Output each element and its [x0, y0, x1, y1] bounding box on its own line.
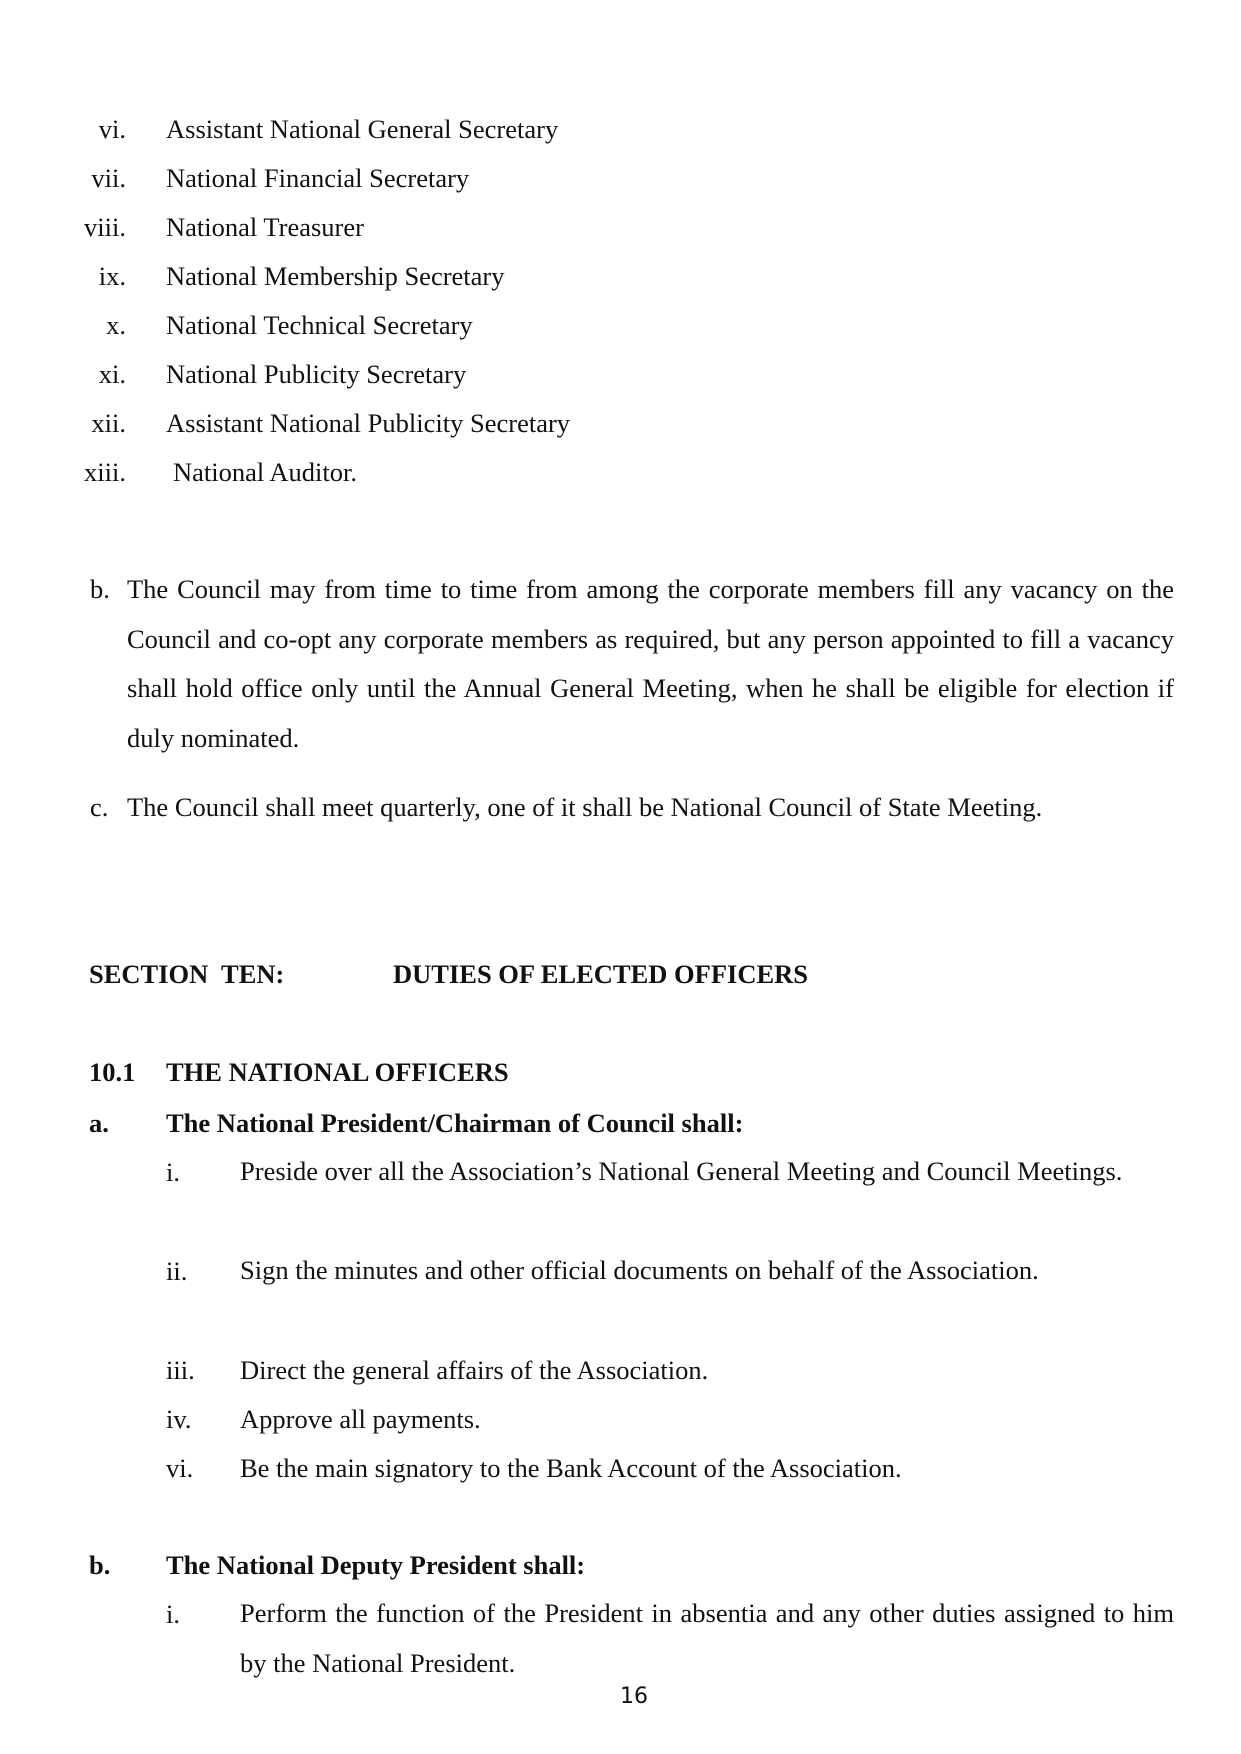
list-item: National Treasurer [166, 212, 364, 242]
list-numeral: viii. [84, 212, 126, 242]
clause-text: The Council may from time to time from among the corporate members fill any vacancy on the Council and co-opt any corporate members as required, but any person appointed to fill a vacancy shall hold office only until the Annual General Meeting, when he shall be eligible for election if duly nominated. [127, 574, 1174, 753]
clause-text: The Council shall meet quarterly, one of it shall be National Council of State Meeting. [127, 792, 1043, 822]
list-numeral: vii. [91, 163, 126, 193]
section-title: DUTIES OF ELECTED OFFICERS [393, 959, 809, 989]
list-item: National Technical Secretary [166, 310, 473, 340]
duty-numeral: i. [166, 1157, 180, 1187]
section-label: SECTION TEN: [89, 959, 285, 989]
clause-label: c. [90, 792, 109, 822]
president-heading: The National President/Chairman of Council shall: [166, 1108, 744, 1138]
duty-item: Direct the general affairs of the Association. [240, 1355, 709, 1385]
clause-c [90, 783, 1174, 833]
president-label: a. [89, 1108, 109, 1138]
list-numeral: ix. [98, 261, 126, 291]
duty-item: Approve all payments. [240, 1404, 481, 1434]
list-item: Assistant National Publicity Secretary [166, 408, 571, 438]
duty-item: Sign the minutes and other official documents on behalf of the Association. [240, 1255, 1039, 1285]
duty-numeral: iii. [166, 1355, 195, 1385]
deputy-label: b. [89, 1550, 111, 1580]
list-numeral: vi. [98, 114, 126, 144]
duty-numeral: ii. [166, 1256, 188, 1286]
deputy-heading: The National Deputy President shall: [166, 1550, 586, 1580]
subsection-title: THE NATIONAL OFFICERS [166, 1057, 509, 1087]
list-numeral: xi. [98, 359, 126, 389]
duty-numeral: i. [166, 1599, 180, 1629]
subsection-number: 10.1 [89, 1057, 136, 1087]
list-numeral: xii. [91, 408, 126, 438]
duty-item: Be the main signatory to the Bank Account of the Association. [240, 1453, 902, 1483]
list-item: National Membership Secretary [166, 261, 505, 291]
list-numeral: x. [106, 310, 126, 340]
duty-numeral: iv. [166, 1404, 192, 1434]
list-item: National Financial Secretary [166, 163, 470, 193]
clause-label: b. [90, 574, 110, 604]
duty-item: Preside over all the Association’s National General Meeting and Council Meetings. [240, 1156, 1123, 1186]
list-item: National Publicity Secretary [166, 359, 467, 389]
page-number: 16 [620, 1684, 648, 1709]
clause-b [90, 565, 1174, 763]
list-numeral: xiii. [84, 457, 126, 487]
list-item: National Auditor. [173, 457, 358, 487]
duty-numeral: vi. [166, 1453, 194, 1483]
duty-item: Perform the function of the President in absentia and any other duties assigned to him by the National President. [240, 1598, 1174, 1678]
list-item: Assistant National General Secretary [166, 114, 559, 144]
